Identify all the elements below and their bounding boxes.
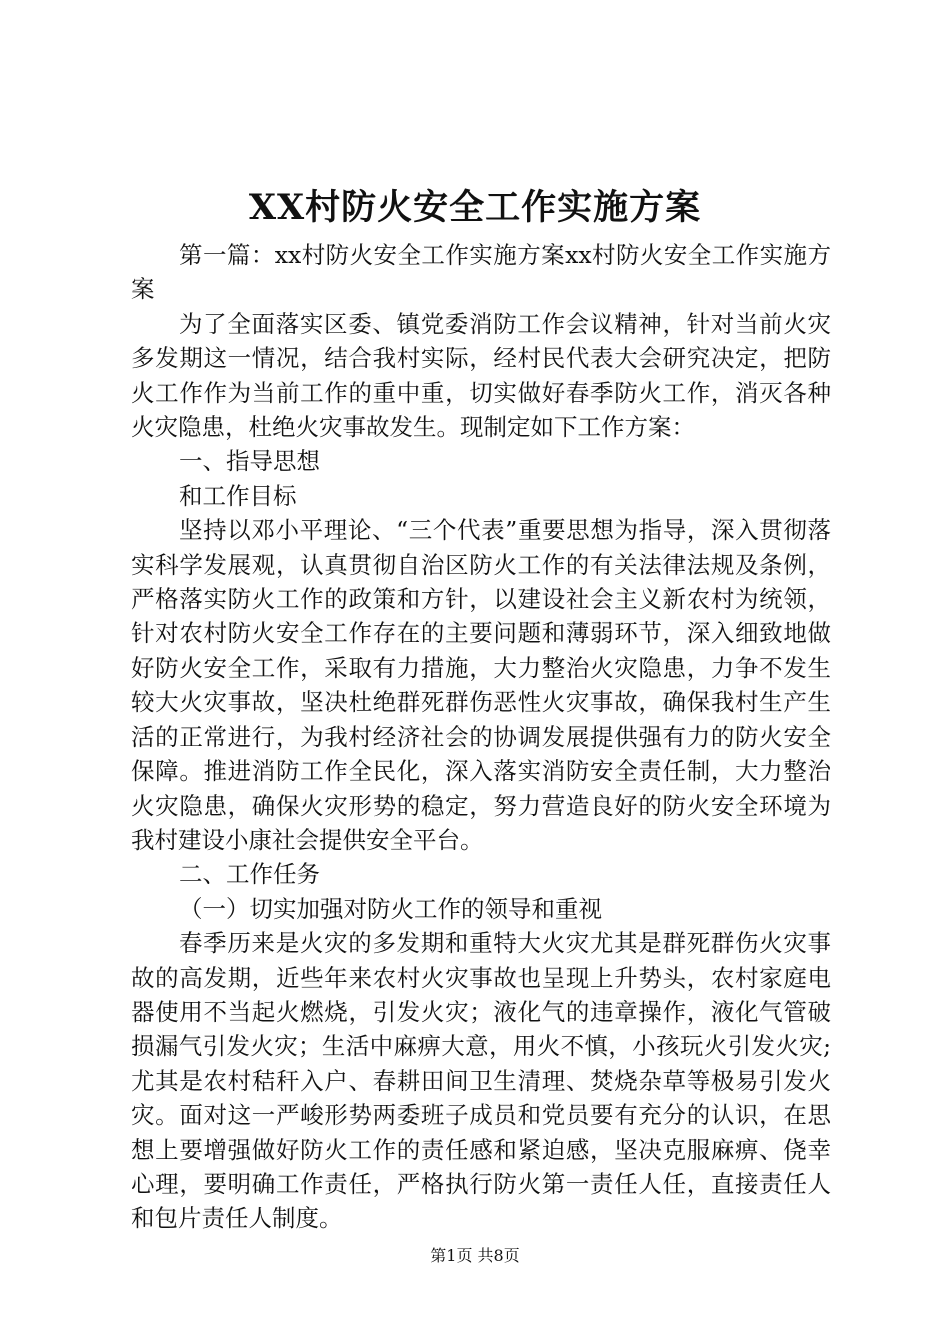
document-title: XX村防火安全工作实施方案 [248, 187, 702, 228]
section-heading-work-tasks: 二、工作任务 [179, 860, 320, 889]
paragraph-chapter-heading: 第一篇：xx村防火安全工作实施方案xx村防火安全工作实施方案 [131, 241, 831, 304]
page-footer: 第1页 共8页 [430, 1246, 520, 1265]
document-body [131, 238, 831, 1236]
section-heading-guiding-ideology: 一、指导思想 [179, 447, 320, 476]
section-heading-work-goals: 和工作目标 [179, 481, 297, 510]
paragraph-guiding-ideology: 坚持以邓小平理论、“三个代表”重要思想为指导，深入贯彻落实科学发展观，认真贯彻自治区防火工作的有关法律法规及条例，严格落实防火工作的政策和方针，以建设社会主义新农村为统领，针对农村防火安全工作存在的主要问题和薄弱环节，深入细致地做好防火安全工作，采取有力措施，大力整治火灾隐患，力争不发生较大火灾事故，坚决杜绝群死群伤恶性火灾事故，确保我村生产生活的正常进行，为我村经济社会的协调发展提供强有力的防火安全保障。推进消防工作全民化，深入落实消防安全责任制，大力整治火灾隐患，确保火灾形势的稳定，努力营造良好的防火安全环境为我村建设小康社会提供安全平台。 [131, 516, 831, 854]
paragraph-leadership: 春季历来是火灾的多发期和重特大火灾尤其是群死群伤火灾事故的高发期，近些年来农村火灾事故也呈现上升势头，农村家庭电器使用不当起火燃烧，引发火灾；液化气的违章操作，液化气管破损漏气引发火灾；生活中麻痹大意，用火不慎，小孩玩火引发火灾;尤其是农村秸秆入户、春耕田间卫生清理、焚烧杂草等极易引发火灾。面对这一严峻形势两委班子成员和党员要有充分的认识，在思想上要增强做好防火工作的责任感和紧迫感，坚决克服麻痹、侥幸心理，要明确工作责任，严格执行防火第一责任人任，直接责任人和包片责任人制度。 [131, 929, 831, 1233]
paragraph-intro: 为了全面落实区委、镇党委消防工作会议精神，针对当前火灾多发期这一情况，结合我村实际，经村民代表大会研究决定，把防火工作作为当前工作的重中重，切实做好春季防火工作，消灭各种火灾隐患，杜绝火灾事故发生。现制定如下工作方案： [131, 309, 831, 442]
subsection-heading-leadership: （一）切实加强对防火工作的领导和重视 [179, 894, 602, 923]
